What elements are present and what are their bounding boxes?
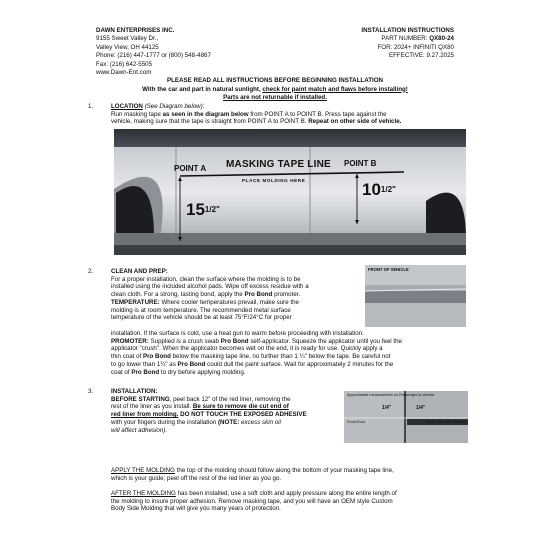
tape-line-subtitle: PLACE MOLDING HERE xyxy=(242,178,306,183)
gap-measure-left: 1/4" xyxy=(382,405,392,411)
vehicle-line: FOR: 2024+ INFINITI QX80 xyxy=(377,43,454,51)
read-all-notice: PLEASE READ ALL INSTRUCTIONS BEFORE BEGINNING INSTALLATION xyxy=(167,77,383,84)
part-number-line xyxy=(361,35,454,43)
step-1-text-a: Run masking tape xyxy=(111,110,161,118)
sunlight-notice xyxy=(0,86,550,94)
apply-molding-label: APPLY THE MOLDING xyxy=(111,467,175,474)
measure-a-fraction: 1/2" xyxy=(204,205,220,214)
step-3-number: 3. xyxy=(88,388,94,395)
door-gap-illustration xyxy=(344,391,468,443)
pro-bond-label-5: Pro Bond xyxy=(131,368,160,376)
measure-b-fraction: 1/2" xyxy=(380,185,396,194)
company-name: DAWN ENTERPRISES INC. xyxy=(96,27,175,34)
promoter-line-1a: Supplied is a crush swab xyxy=(150,337,219,345)
temperature-line-3: temperature of the vehicle should be at least 75°F/24°C for proper xyxy=(111,314,292,322)
apply-molding-text xyxy=(111,467,467,482)
promoter-line-3a: thin coat of xyxy=(111,353,142,361)
after-molding-label: AFTER THE MOLDING xyxy=(111,490,176,497)
step-3-line-3b: DO NOT TOUCH THE EXPOSED ADHESIVE xyxy=(180,411,307,419)
sunlight-notice-b: check for paint match and flaws before installing! xyxy=(262,85,408,93)
tape-line-title: MASKING TAPE LINE xyxy=(226,159,331,170)
part-number-value: QX80-24 xyxy=(429,35,454,43)
door-gap-photo xyxy=(344,391,468,443)
step-3-line-2b: Be sure to remove die cut end of xyxy=(192,403,289,411)
step-3-line-4b: excess skin oil xyxy=(241,418,281,426)
measure-a xyxy=(186,201,220,219)
measure-b-whole: 10 xyxy=(362,180,381,199)
after-molding-text xyxy=(111,490,467,513)
front-of-vehicle-label: FRONT OF VEHICLE xyxy=(368,267,409,272)
after-molding-line-3: Body Side Molding that will give you many years of protection. xyxy=(111,505,281,513)
location-diagram xyxy=(114,129,466,255)
gap-measure-right: 1/4" xyxy=(416,405,426,411)
step-3-line-1: , peel back 12" of the red liner, removing the xyxy=(169,395,291,403)
step-2-line-2: installed using the included alcohol pads. Wipe off excess residue with a xyxy=(111,283,309,291)
temperature-label: TEMPERATURE: xyxy=(111,298,160,306)
point-a-label: POINT A xyxy=(174,164,207,173)
effective-line: EFFECTIVE: 9.27.2025 xyxy=(389,52,454,60)
step-3-line-4a: with your fingers during the installation xyxy=(111,418,217,426)
apply-molding-line-2: which is your guide; peel off the rest of the red liner as you go. xyxy=(111,474,282,482)
step-1-text xyxy=(111,103,456,126)
step-1-title-note: (See Diagram below): xyxy=(144,103,205,110)
step-3-text xyxy=(111,388,343,434)
pro-bond-label-3: Pro Bond xyxy=(143,353,171,361)
step-2-line-3: clean cloth. For a strong, lasting bond, apply the xyxy=(111,291,243,299)
step-2-line-1: For a proper installation, clean the surface where the molding is to be xyxy=(111,275,301,283)
step-1-text-e: Repeat on other side of vehicle. xyxy=(308,118,402,126)
after-molding-line-1: has been installed, use a soft cloth and apply pressure along the entire length of xyxy=(175,490,397,497)
front-door-label: Front Door xyxy=(347,420,366,424)
promoter-label: PROMOTER: xyxy=(111,337,149,345)
sunlight-notice-a: With the car and part in natural sunlight, xyxy=(142,85,261,93)
promoter-line-1b: self-applicator. Squeeze the applicator until you feel the xyxy=(250,337,403,345)
promoter-line-5b: to dry before applying molding. xyxy=(160,368,246,376)
promoter-line-5a: coat of xyxy=(111,368,130,376)
after-molding-line-2: the molding to insure proper adhesion. Remove masking tape, and you will have an OEM style Custom xyxy=(111,497,393,505)
promoter-line-3b: below the masking tape line, no further than 1 ¼" below the tape. Be careful not xyxy=(172,353,391,361)
promoter-line-4a: to go lower than 1¼" as xyxy=(111,360,176,368)
molding-closeup-illustration xyxy=(365,265,466,327)
pro-bond-label-4: Pro Bond xyxy=(177,360,206,368)
website-line: www.Dawn-Ent.com xyxy=(96,68,152,76)
document-title: INSTALLATION INSTRUCTIONS xyxy=(361,27,454,34)
phone-line: Phone: (216) 447-1777 or (800) 548-4867 xyxy=(96,52,211,60)
measure-a-whole: 15 xyxy=(186,200,205,219)
promoter-line-2: applicator "crush". When the applicator becomes wet on the end, it is ready for use. Quickly apply a xyxy=(111,345,383,353)
step-3-line-3a: red liner from molding. xyxy=(111,411,179,419)
step-2-title: CLEAN AND PREP: xyxy=(111,268,168,275)
temperature-line-4: installation. If the surface is cold, use a heat gun to warm before proceeding with installation. xyxy=(111,330,364,337)
step-1-text-d: vehicle, making sure that the tape is straight from POINT A to POINT B. xyxy=(111,118,307,126)
step-1-text-b: as seen in the diagram below xyxy=(162,110,249,118)
molding-placement-photo xyxy=(365,265,466,327)
company-block xyxy=(96,27,211,77)
step-3-title: INSTALLATION: xyxy=(111,388,158,395)
door-photo-caption: Approximate measurement on Passenger to vehicle xyxy=(347,393,435,397)
promoter-word: promoter. xyxy=(274,291,301,299)
fax-line: Fax: (216) 642-5505 xyxy=(96,60,153,68)
temperature-line-2: molding is at room temperature. The recommended metal surface xyxy=(111,306,291,314)
step-3-line-5: will affect adhesion). xyxy=(111,426,168,434)
step-1-title: LOCATION xyxy=(111,103,143,110)
temperature-line-1: Where cooler temperatures prevail, make sure the xyxy=(161,298,299,306)
point-b-label: POINT B xyxy=(344,159,377,168)
step-3-note-label: (NOTE: xyxy=(217,418,240,426)
part-number-label: PART NUMBER: xyxy=(381,35,428,43)
vehicle-side-illustration xyxy=(114,129,466,255)
step-2-number: 2. xyxy=(88,268,94,275)
step-1-number: 1. xyxy=(88,103,94,110)
promoter-line-4b: could dull the paint surface. Wait for approximately 2 minutes for the xyxy=(207,360,394,368)
step-2-text-wide xyxy=(111,330,467,376)
before-starting-label: BEFORE STARTING xyxy=(111,395,170,403)
returns-notice: Parts are not returnable if installed. xyxy=(223,94,327,101)
pro-bond-label-2: Pro Bond xyxy=(220,337,249,345)
step-3-line-2a: rest of the liner as you install. xyxy=(111,403,192,411)
measure-b xyxy=(362,181,396,199)
apply-molding-line-1: the top of the molding should follow along the bottom of your masking tape line, xyxy=(174,467,394,474)
step-1-text-c: from POINT A to POINT B. Press tape against the xyxy=(250,110,387,118)
pro-bond-label: Pro Bond xyxy=(244,291,273,299)
address-line-2: Valley View, OH 44125 xyxy=(96,43,159,51)
address-line-1: 9155 Sweet Valley Dr., xyxy=(96,35,159,43)
rear-door-label: Rear Door with Molding xyxy=(426,420,466,424)
document-info-block xyxy=(361,27,454,61)
step-2-text xyxy=(111,268,361,322)
